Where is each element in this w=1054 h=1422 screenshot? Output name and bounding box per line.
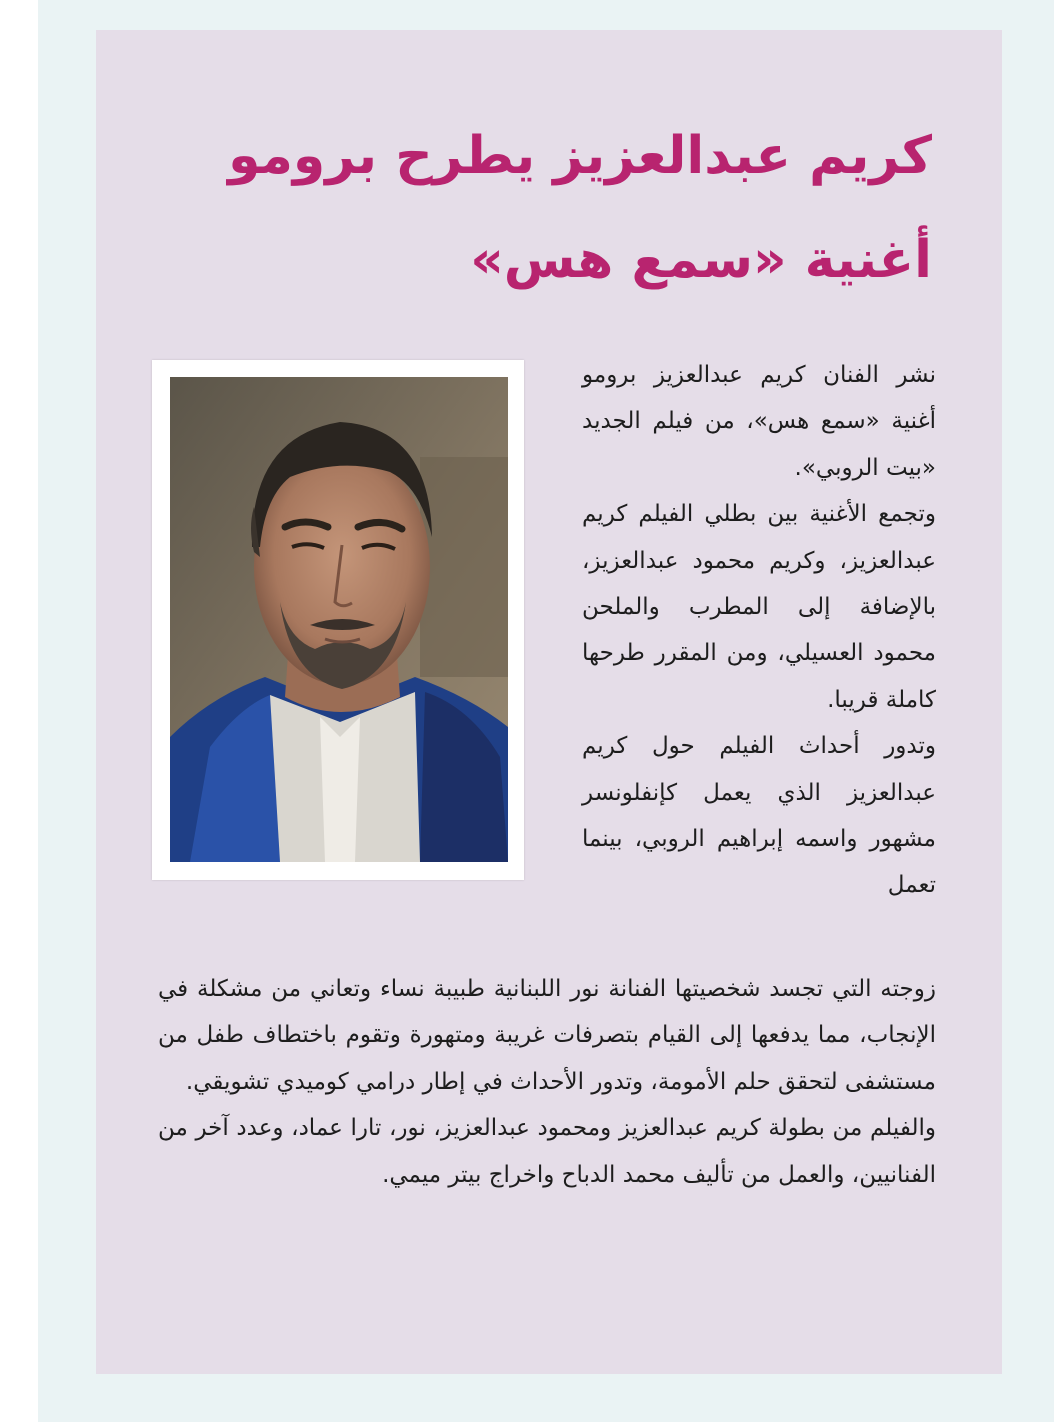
paragraph-2: وتجمع الأغنية بين بطلي الفيلم كريم عبدالعزيز، وكريم محمود عبدالعزيز، بالإضافة إلى المطرب والملحن محمود العسيلي، ومن المقرر طرحها كاملة قريبا.: [582, 501, 936, 713]
headline-line-2: أغنية «سمع هس»: [470, 230, 932, 290]
paragraph-1: نشر الفنان كريم عبدالعزيز برومو أغنية «سمع هس»، من فيلم الجديد «بيت الروبي».: [582, 362, 936, 481]
headline-line-1: كريم عبدالعزيز يطرح برومو: [228, 126, 932, 186]
article-body-column-narrow: [582, 352, 936, 909]
paragraph-3-continued: زوجته التي تجسد شخصيتها الفنانة نور اللبنانية طبيبة نساء وتعاني من مشكلة في الإنجاب، مما يدفعها إلى القيام بتصرفات غريبة ومتهورة وتقوم باختطاف طفل من مستشفى لتحقق حلم الأمومة، وتدور الأحداث في إطار درامي كوميدي تشويقي.: [158, 976, 936, 1095]
photo-frame: [152, 360, 524, 880]
article-card: [96, 30, 1002, 1374]
portrait-illustration: [170, 377, 508, 862]
paragraph-3: وتدور أحداث الفيلم حول كريم عبدالعزيز الذي يعمل كإنفلونسر مشهور واسمه إبراهيم الروبي، بينما تعمل: [582, 733, 936, 899]
article-body-column-wide: [158, 966, 936, 1198]
portrait-photo: [170, 377, 508, 862]
paragraph-4: والفيلم من بطولة كريم عبدالعزيز ومحمود عبدالعزيز، نور، تارا عماد، وعدد آخر من الفنانيين، والعمل من تأليف محمد الدباح واخراج بيتر ميمي.: [158, 1115, 936, 1188]
headline: [212, 104, 932, 312]
